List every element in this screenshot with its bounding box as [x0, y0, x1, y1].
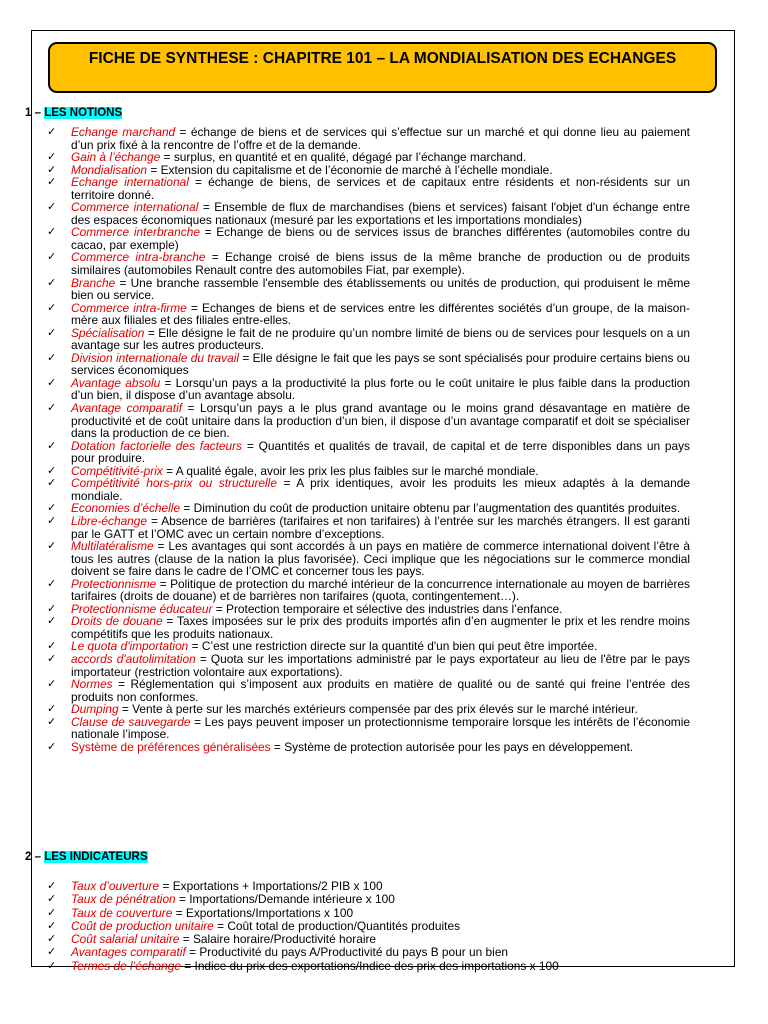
equals-sign: =	[112, 677, 131, 692]
checkmark-icon: ✓	[47, 163, 57, 176]
checkmark-icon: ✓	[47, 703, 57, 716]
checkmark-icon: ✓	[47, 678, 57, 691]
term: Dotation factorielle des facteurs	[71, 438, 243, 453]
definition: Coût total de production/Quantités produites	[227, 918, 461, 933]
checkmark-icon: ✓	[47, 439, 57, 452]
definition-item	[47, 377, 690, 402]
indicateurs-list	[47, 880, 690, 973]
term: Commerce international	[71, 200, 199, 215]
definition: Absence de barrières (tarifaires et non tarifaires) à l’entrée sur les marchés étrangers. Il est garanti par le GATT et l’OMC avec un certain nombre d’exceptions.	[71, 513, 690, 541]
equals-sign: =	[175, 125, 191, 139]
checkmark-icon: ✓	[47, 959, 57, 972]
equals-sign: =	[159, 879, 173, 893]
definition: Exportations/Importations x 100	[185, 905, 354, 920]
definition: Echanges de biens et de services entre les différentes sociétés d’un groupe, de la maison-mère aux filiales et des filiales entre-elles.	[71, 300, 690, 328]
definition-item	[47, 578, 690, 603]
term: Système de préférences généralisées	[71, 739, 271, 754]
term: Coût de production unitaire	[71, 918, 214, 933]
term: Spécialisation	[71, 325, 145, 340]
term: Commerce intra-branche	[71, 250, 206, 265]
checkmark-icon: ✓	[47, 151, 57, 164]
term: Multilatéralisme	[71, 539, 154, 554]
definition-item	[47, 615, 690, 640]
section-number: 1 –	[25, 107, 41, 119]
equals-sign: =	[179, 932, 193, 947]
section-title: LES NOTIONS	[44, 107, 123, 119]
term: Termes de l’échange	[71, 958, 181, 973]
definition-item	[47, 716, 690, 741]
section-heading-notions	[25, 107, 122, 119]
equals-sign: =	[198, 200, 215, 215]
definition-item	[47, 880, 690, 893]
notions-list	[47, 126, 690, 753]
equals-sign: =	[212, 601, 227, 616]
term: Droits de douane	[71, 614, 163, 629]
definition-item	[47, 302, 690, 327]
section-number: 2 –	[25, 851, 41, 863]
definition-item	[47, 946, 690, 959]
equals-sign: =	[276, 476, 297, 491]
definition-item	[47, 440, 690, 465]
definition: Productivité du pays A/Productivité du pays B pour un bien	[199, 945, 509, 960]
definition-item	[47, 477, 690, 502]
definition: Système de protection autorisée pour les pays en développement.	[284, 739, 634, 754]
definition: A prix identiques, avoir les produits les mieux adaptés à la demande mondiale.	[71, 476, 690, 503]
checkmark-icon: ✓	[47, 640, 57, 653]
definition: Une branche rassemble l'ensemble des établissements ou unités de production, qui produisent le même bien ou service.	[71, 275, 690, 303]
equals-sign: =	[238, 350, 253, 365]
definition: échange de biens et de services qui s’effectue sur un marché et qui donne lieu au paiement d’un prix fixé à la rencontre de l’offre et de la demande.	[71, 125, 690, 152]
checkmark-icon: ✓	[47, 540, 57, 553]
checkmark-icon: ✓	[47, 919, 57, 932]
definition-item	[47, 126, 690, 151]
checkmark-icon: ✓	[47, 126, 57, 138]
equals-sign: =	[162, 463, 176, 478]
definition-item	[47, 540, 690, 578]
definition: Diminution du coût de production unitaire obtenu par l’augmentation des quantités produites.	[193, 501, 681, 516]
checkmark-icon: ✓	[47, 740, 57, 753]
equals-sign: =	[242, 438, 259, 453]
equals-sign: =	[213, 918, 228, 933]
equals-sign: =	[186, 300, 203, 315]
checkmark-icon: ✓	[47, 251, 57, 264]
term: Gain à l’échange	[71, 150, 161, 165]
term: Avantages comparatif	[71, 945, 186, 960]
term: Coût salarial unitaire	[71, 932, 180, 947]
definition: Réglementation qui s’imposent aux produits en matière de qualité ou de santé qui freine l’entrée des produits non conformes.	[71, 677, 690, 704]
checkmark-icon: ✓	[47, 201, 57, 214]
term: Avantage absolu	[71, 375, 161, 390]
definition-item	[47, 920, 690, 933]
checkmark-icon: ✓	[47, 351, 57, 364]
term: Taux de pénétration	[71, 892, 176, 907]
definition-item	[47, 402, 690, 440]
term: Branche	[71, 275, 116, 290]
checkmark-icon: ✓	[47, 615, 57, 628]
checkmark-icon: ✓	[47, 893, 57, 906]
equals-sign: =	[188, 175, 209, 190]
equals-sign: =	[160, 150, 174, 165]
term: Commerce interbranche	[71, 225, 200, 240]
checkmark-icon: ✓	[47, 602, 57, 615]
checkmark-icon: ✓	[47, 652, 57, 665]
equals-sign: =	[185, 945, 200, 960]
equals-sign: =	[115, 275, 131, 290]
checkmark-icon: ✓	[47, 514, 57, 527]
equals-sign: =	[175, 892, 190, 907]
equals-sign: =	[199, 225, 217, 240]
equals-sign: =	[188, 639, 202, 654]
definition: Echange de biens ou de services issus de branches différentes (automobiles contre du cacao, par exemple)	[71, 225, 690, 252]
definition-item	[47, 277, 690, 302]
term: Le quota d'importation	[71, 639, 189, 654]
term: Protectionnisme éducateur	[71, 601, 213, 616]
definition: Quota sur les importations administré par le pays exportateur au lieu de l'être par le pays importateur (restriction volontaire aux exportations).	[71, 651, 690, 679]
equals-sign: =	[147, 513, 162, 528]
section-heading-indicateurs	[25, 851, 148, 863]
equals-sign: =	[180, 501, 194, 516]
equals-sign: =	[182, 401, 200, 416]
checkmark-icon: ✓	[47, 577, 57, 590]
term: Commerce intra-firme	[71, 300, 187, 315]
definition: Les avantages qui sont accordés à un pays en matière de commerce international doivent l’être à tous les autres (clause de la nation la plus favorisée). Ceci implique que les négociations sur le commerce mondial doivent se faire dans le cadre de l’OMC et concerner tous les pays.	[71, 539, 690, 579]
equals-sign: =	[172, 905, 186, 920]
definition: Echange croisé de biens issus de la même branche de production ou de produits similaires (automobiles Renault contre des automobiles Fiat, par exemple).	[71, 250, 690, 278]
equals-sign: =	[160, 375, 176, 390]
equals-sign: =	[153, 539, 169, 554]
equals-sign: =	[205, 250, 225, 265]
checkmark-icon: ✓	[47, 906, 57, 919]
definition: Protection temporaire et sélective des industries dans l’enfance.	[226, 601, 563, 616]
definition: Elle désigne le fait que les pays se sont spécialisés pour produire certains biens ou services économiques	[71, 350, 690, 378]
term: Echange marchand	[71, 125, 176, 139]
term: Compétitivité hors-prix ou structurelle	[71, 476, 277, 491]
definition: Indice du prix des exportations/Indice des prix des importations x 100	[194, 958, 559, 973]
definition-item	[47, 515, 690, 540]
equals-sign: =	[195, 651, 211, 666]
definition-item	[47, 352, 690, 377]
equals-sign: =	[147, 162, 161, 177]
definition: Importations/Demande intérieure x 100	[189, 892, 395, 907]
term: Clause de sauvegarde	[71, 714, 191, 729]
checkmark-icon: ✓	[47, 715, 57, 728]
term: Division internationale du travail	[71, 350, 239, 365]
term: Compétitivité-prix	[71, 463, 163, 478]
definition: échange de biens, de services et de capitaux entre résidents et non-résidents sur un territoire donné.	[71, 175, 690, 202]
checkmark-icon: ✓	[47, 176, 57, 189]
definition-item	[47, 653, 690, 678]
definition: Vente à perte sur les marchés extérieurs compensée par des prix élevés sur le marché intérieur.	[132, 702, 638, 717]
definition: Extension du capitalisme et de l’économie de marché à l’échelle mondiale.	[160, 162, 553, 177]
equals-sign: =	[156, 576, 171, 591]
term: Echange international	[71, 175, 189, 190]
definition-item	[47, 251, 690, 276]
definition: A qualité égale, avoir les prix les plus faibles sur le marché mondiale.	[175, 463, 539, 478]
definition-item	[47, 741, 690, 754]
checkmark-icon: ✓	[47, 376, 57, 389]
definition-item	[47, 678, 690, 703]
term: Dumping	[71, 702, 119, 717]
checkmark-icon: ✓	[47, 402, 57, 415]
checkmark-icon: ✓	[47, 326, 57, 339]
term: Avantage comparatif	[71, 401, 183, 416]
definition-item	[47, 226, 690, 251]
term: Normes	[71, 677, 113, 692]
definition-item	[47, 933, 690, 946]
definition: Taxes imposées sur le prix des produits importés afin d’en augmenter le prix et les rendre moins compétitifs que les produits nationaux.	[71, 614, 690, 641]
definition: Elle désigne le fait de ne produire qu’un nombre limité de biens ou de services pour lesquels on a un avantage sur les autres producteurs.	[71, 325, 690, 353]
definition: surplus, en quantité et en qualité, dégagé par l’échange marchand.	[173, 150, 527, 165]
definition: Ensemble de flux de marchandises (biens et services) faisant l'objet d'un échange entre des espaces économiques nationaux (mesuré par les exportations et les importations mondiales)	[71, 200, 690, 227]
checkmark-icon: ✓	[47, 301, 57, 314]
equals-sign: =	[270, 739, 285, 754]
term: Taux de couverture	[71, 905, 173, 920]
definition: Lorsqu’un pays a la productivité la plus forte ou le coût unitaire le plus faible dans la production d’un bien, il dispose d’un avantage absolu.	[71, 375, 690, 403]
term: Economies d’échelle	[71, 501, 181, 516]
term: Taux d’ouverture	[71, 879, 160, 893]
term: Mondialisation	[71, 162, 148, 177]
checkmark-icon: ✓	[47, 226, 57, 239]
checkmark-icon: ✓	[47, 464, 57, 477]
page-title: FICHE DE SYNTHESE : CHAPITRE 101 – LA MONDIALISATION DES ECHANGES	[48, 42, 717, 93]
definition-item	[47, 201, 690, 226]
equals-sign: =	[190, 714, 205, 729]
term: Protectionnisme	[71, 576, 157, 591]
definition-item	[47, 176, 690, 201]
definition-item	[47, 327, 690, 352]
term: accords d'autolimitation	[71, 651, 196, 666]
definition: Lorsqu’un pays a le plus grand avantage ou le moins grand désavantage en matière de productivité et de coût unitaire dans la production d’un bien, il dispose d’un avantage comparatif et doit se spécialiser dans la production de ce bien.	[71, 401, 690, 441]
definition: C’est une restriction directe sur la quantité d'un bien qui peut être importée.	[201, 639, 598, 654]
term: Libre-échange	[71, 513, 148, 528]
section-title: LES INDICATEURS	[44, 851, 148, 863]
equals-sign: =	[180, 958, 195, 973]
equals-sign: =	[118, 702, 133, 717]
checkmark-icon: ✓	[47, 477, 57, 490]
definition: Salaire horaire/Productivité horaire	[192, 932, 377, 947]
checkmark-icon: ✓	[47, 933, 57, 946]
definition-item	[47, 907, 690, 920]
definition: Exportations + Importations/2 PIB x 100	[172, 879, 383, 893]
checkmark-icon: ✓	[47, 880, 57, 892]
definition: Les pays peuvent imposer un protectionnisme temporaire lorsque les intérêts de l’économie nationale l’impose.	[71, 714, 690, 742]
definition-item	[47, 893, 690, 906]
checkmark-icon: ✓	[47, 502, 57, 515]
definition-item	[47, 960, 690, 973]
checkmark-icon: ✓	[47, 946, 57, 959]
definition: Quantités et qualités de travail, de capital et de terre disponibles dans un pays pour produire.	[71, 438, 690, 466]
equals-sign: =	[162, 614, 177, 629]
definition: Politique de protection du marché intérieur de la concurrence internationale au moyen de barrières tarifaires (droits de douane) et de barrières non tarifaires (quota, contingentement…).	[71, 576, 690, 604]
equals-sign: =	[144, 325, 159, 340]
checkmark-icon: ✓	[47, 276, 57, 289]
